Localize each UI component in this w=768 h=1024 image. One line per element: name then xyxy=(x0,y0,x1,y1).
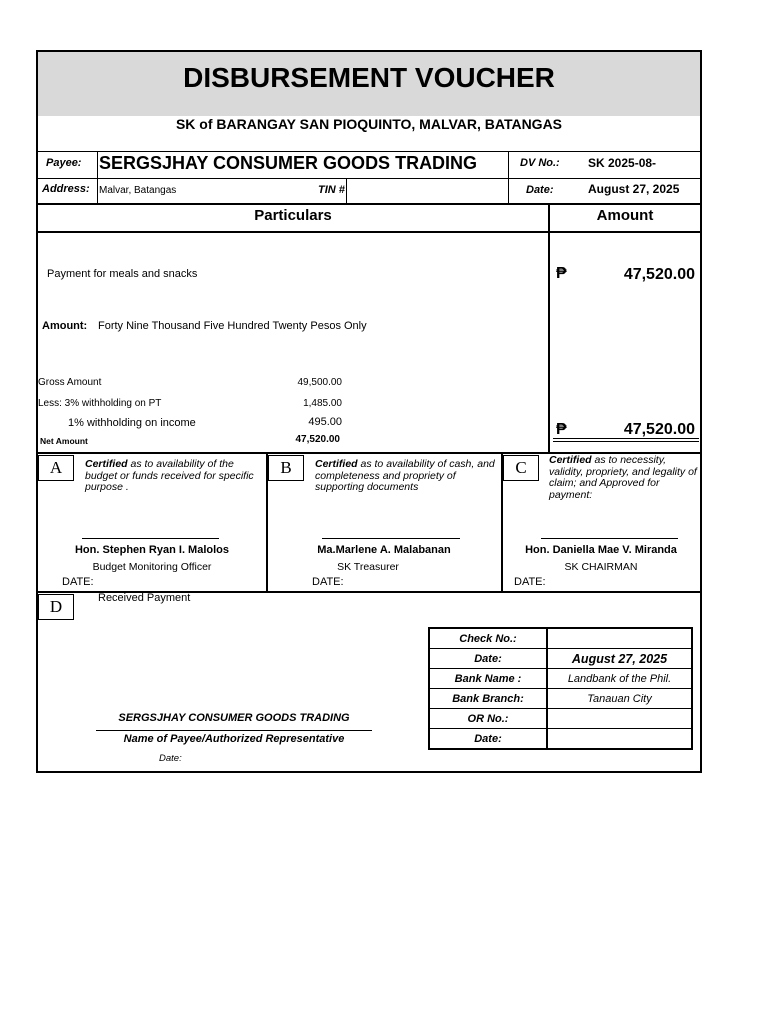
voucher-title: DISBURSEMENT VOUCHER xyxy=(183,62,555,93)
address-value: Malvar, Batangas xyxy=(99,185,177,196)
divider xyxy=(97,151,98,203)
net-label: Net Amount xyxy=(40,436,88,446)
table-row xyxy=(429,649,692,669)
bank-label: Date: xyxy=(429,729,547,750)
signature-line xyxy=(322,538,460,539)
cert-b-position: SK Treasurer xyxy=(337,561,399,573)
payee-name: SERGSJHAY CONSUMER GOODS TRADING xyxy=(118,712,350,724)
bank-value: August 27, 2025 xyxy=(547,649,692,669)
less-value: 1,485.00 xyxy=(303,398,342,409)
bank-value: Landbank of the Phil. xyxy=(547,669,692,689)
signature-line xyxy=(96,730,372,731)
cert-b-text: Certified as to availability of cash, and completeness and propriety of supporting documents xyxy=(315,458,495,493)
table-row xyxy=(429,709,692,729)
address-label: Address: xyxy=(42,183,90,195)
cert-b-date-label: DATE: xyxy=(312,576,344,588)
date-label: Date: xyxy=(526,184,554,196)
payee-label: Payee: xyxy=(46,157,82,169)
divider xyxy=(508,151,509,203)
divider xyxy=(38,178,700,179)
amount-top: 47,520.00 xyxy=(623,266,695,283)
cert-c-date-label: DATE: xyxy=(514,576,546,588)
underline xyxy=(553,441,699,442)
voucher-subtitle: SK of BARANGAY SAN PIOQUINTO, MALVAR, BATANGAS xyxy=(175,116,563,132)
bank-value: Tanauan City xyxy=(547,689,692,709)
bank-value xyxy=(547,628,692,649)
peso-sign: ₱ xyxy=(556,421,567,438)
section-c-box: C xyxy=(503,455,539,481)
cert-b-name: Ma.Marlene A. Malabanan xyxy=(317,544,451,556)
gross-label: Gross Amount xyxy=(38,377,102,388)
cert-a-name: Hon. Stephen Ryan I. Malolos xyxy=(74,544,230,556)
bank-label: Date: xyxy=(429,649,547,669)
bank-value xyxy=(547,709,692,729)
less-label: Less: 3% withholding on PT xyxy=(38,398,162,409)
cert-a-text: Certified as to availability of the budget or funds received for specific purpose . xyxy=(85,458,254,493)
table-row xyxy=(429,669,692,689)
cert-c-name: Hon. Daniella Mae V. Miranda xyxy=(525,544,677,556)
wh-label: 1% withholding on income xyxy=(68,417,196,429)
bank-label: OR No.: xyxy=(429,709,547,729)
cert-c-position: SK CHAIRMAN xyxy=(564,561,638,573)
signature-line xyxy=(541,538,678,539)
received-label: Received Payment xyxy=(98,592,191,604)
net-value: 47,520.00 xyxy=(295,434,340,445)
table-row xyxy=(429,628,692,649)
underline xyxy=(553,438,699,439)
cert-a-date-label: DATE: xyxy=(62,576,94,588)
tin-label: TIN # xyxy=(318,184,345,196)
signature-line xyxy=(82,538,219,539)
dv-value: SK 2025-08- xyxy=(588,156,657,170)
divider xyxy=(38,231,700,233)
bank-value xyxy=(547,729,692,750)
bank-label: Bank Branch: xyxy=(429,689,547,709)
gross-value: 49,500.00 xyxy=(297,377,342,388)
amount-header: Amount xyxy=(596,207,654,224)
divider xyxy=(346,178,347,203)
section-a-box: A xyxy=(38,455,74,481)
received-date-label: Date: xyxy=(159,753,182,764)
wh-value: 495.00 xyxy=(308,416,342,428)
payee-value: SERGSJHAY CONSUMER GOODS TRADING xyxy=(99,153,478,173)
bank-label: Bank Name : xyxy=(429,669,547,689)
table-row xyxy=(429,689,692,709)
cert-c-text: Certified as to necessity, validity, propriety, and legality of claim; and Approved for payment: xyxy=(549,454,697,501)
cert-a-position: Budget Monitoring Officer xyxy=(92,561,212,573)
bank-label: Check No.: xyxy=(429,628,547,649)
peso-sign: ₱ xyxy=(556,265,567,282)
table-row xyxy=(429,729,692,750)
particulars-header: Particulars xyxy=(254,207,332,224)
divider xyxy=(38,151,700,152)
dv-label: DV No.: xyxy=(520,157,560,169)
amount-words: Forty Nine Thousand Five Hundred Twenty Pesos Only xyxy=(98,320,367,332)
section-b-box: B xyxy=(268,455,304,481)
section-d-box: D xyxy=(38,594,74,620)
description: Payment for meals and snacks xyxy=(47,268,198,280)
bank-details-table xyxy=(428,627,693,750)
amount-words-label: Amount: xyxy=(42,320,88,332)
payee-caption: Name of Payee/Authorized Representative xyxy=(123,733,345,745)
divider xyxy=(38,203,700,205)
date-value: August 27, 2025 xyxy=(588,182,680,196)
divider xyxy=(548,205,550,452)
amount-bottom: 47,520.00 xyxy=(623,421,695,438)
